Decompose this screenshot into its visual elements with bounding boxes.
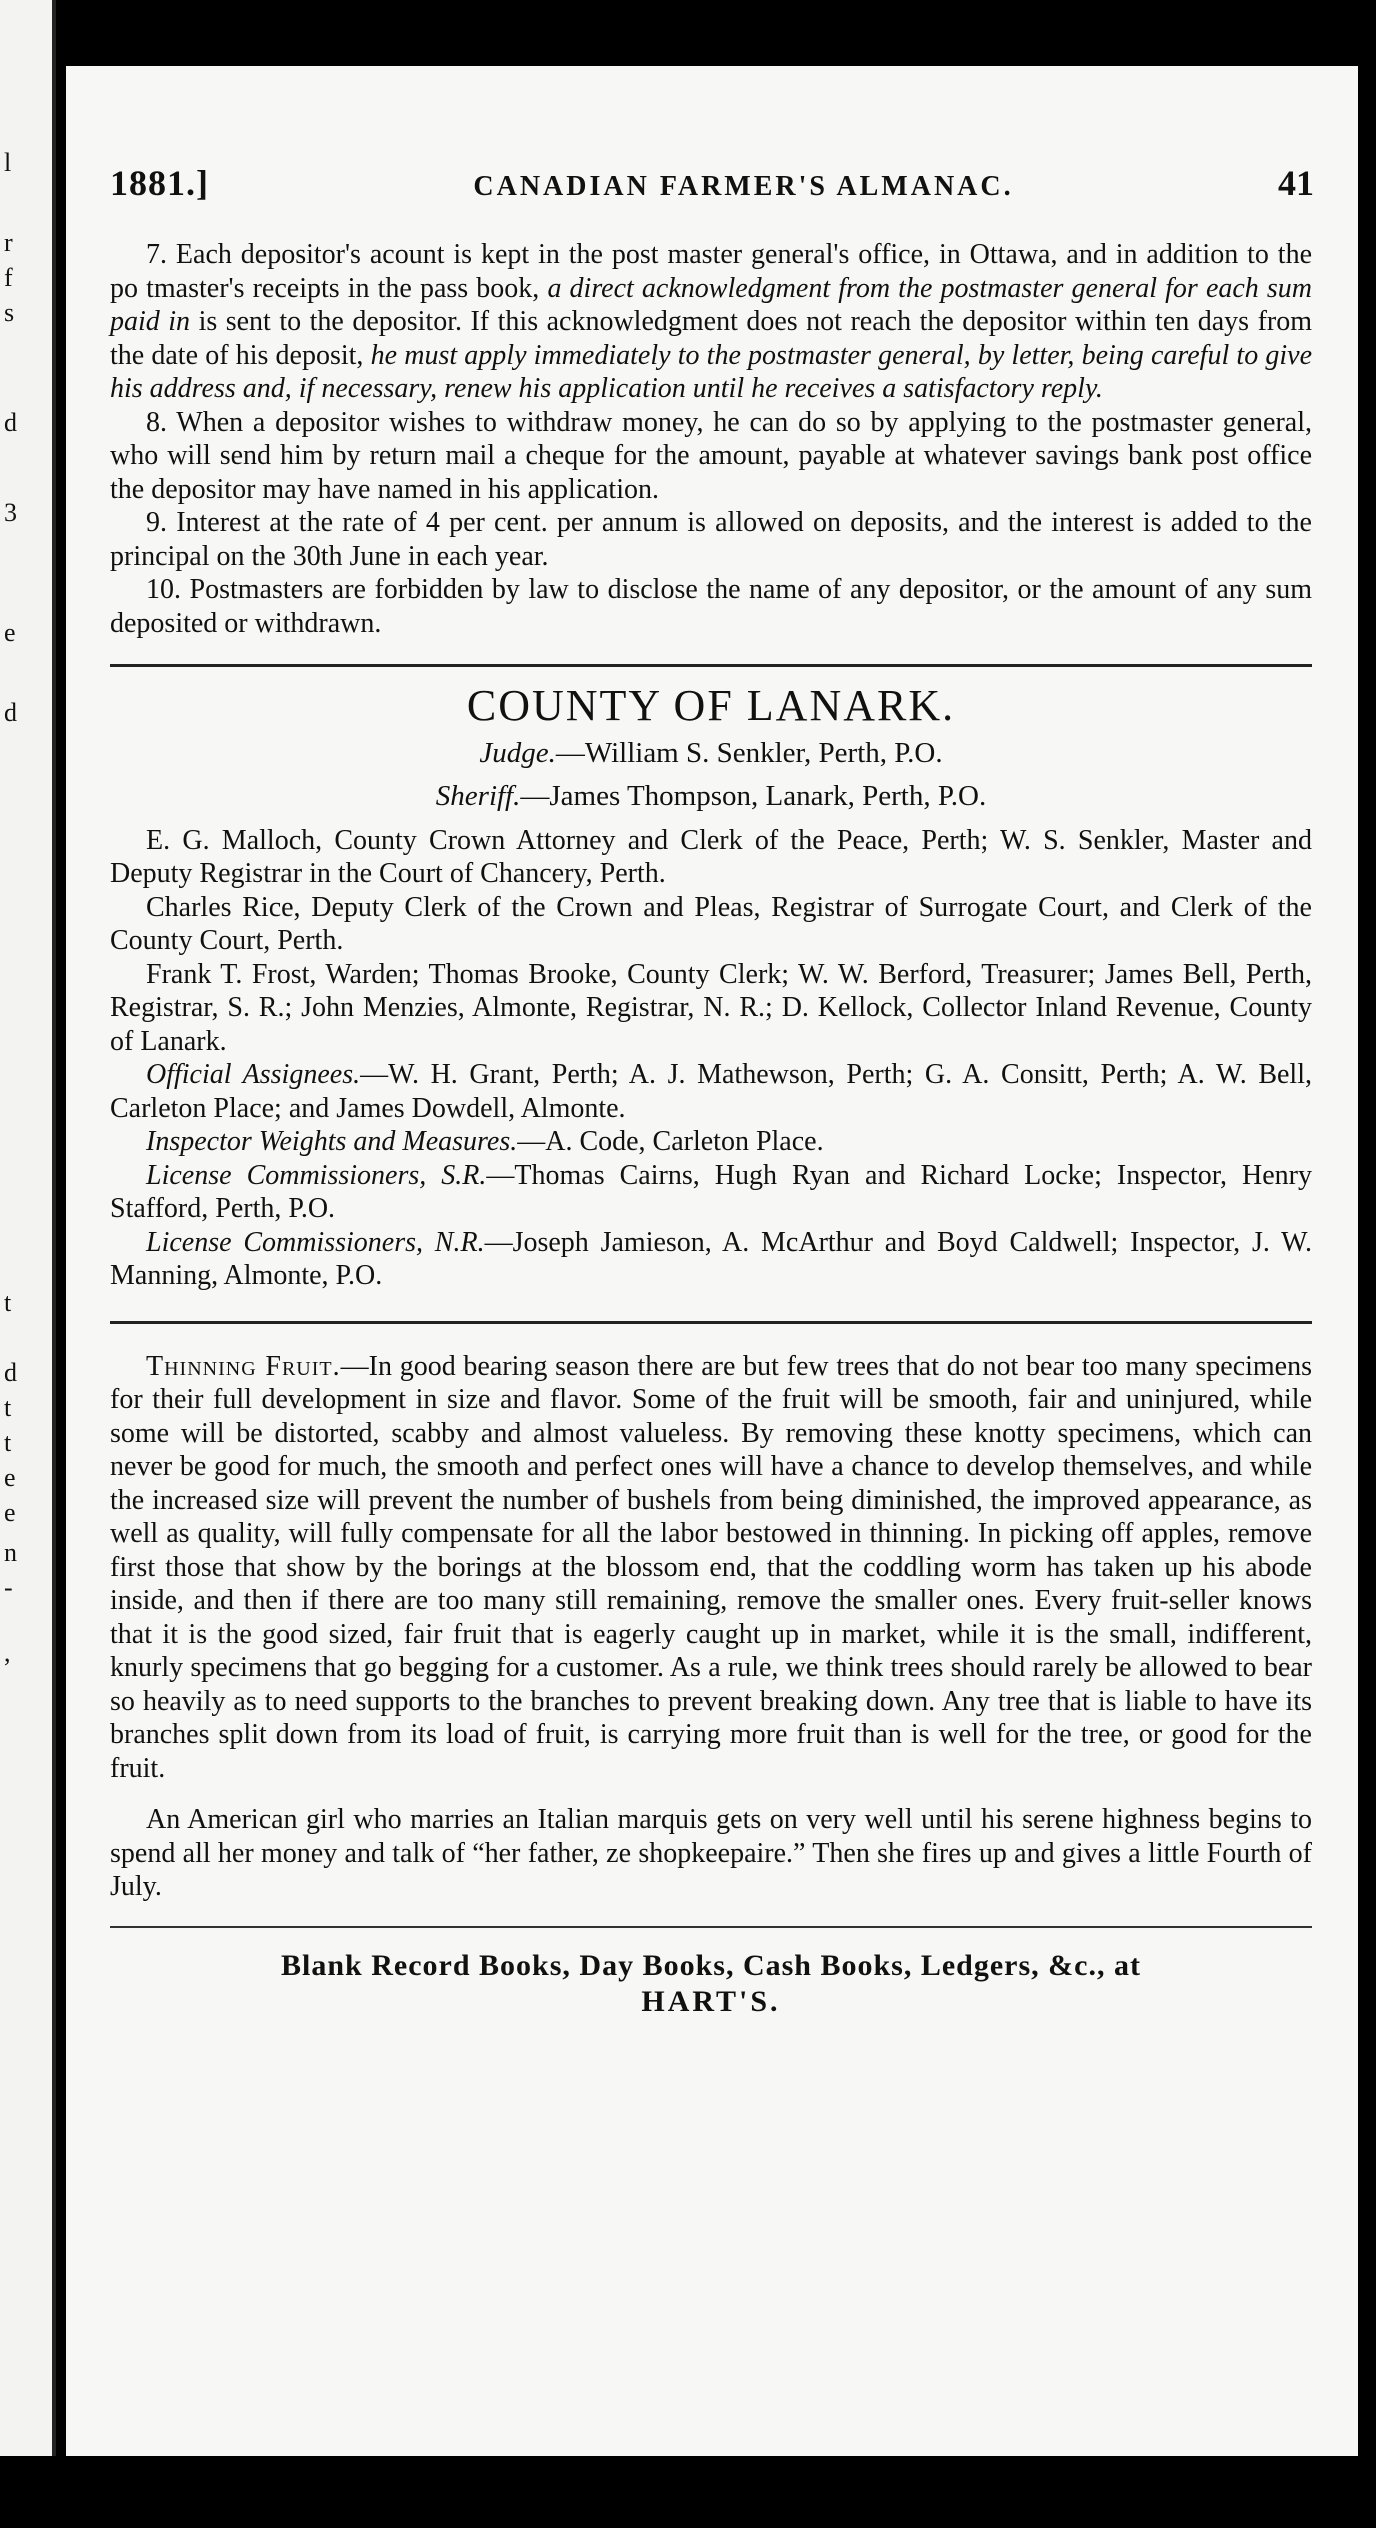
license-nr-label: License Commissioners, N.R. [146,1226,485,1258]
license-sr-value: —Thomas Cairns, Hugh Ryan and Richard Locke; Inspector, Henry Stafford, Perth, P.O. [110,1159,1312,1224]
adjacent-page-edge [0,0,56,2528]
header-year: 1881.] [110,163,209,203]
savings-paragraph-7 [110,238,1312,406]
page-body [110,238,1312,2020]
adjacent-page-fragment: f [4,263,13,292]
savings-paragraph-9: 9. Interest at the rate of 4 per cent. per annum is allowed on deposits, and the interest is added to the principal on the 30th June in each year. [110,507,1312,572]
p7-text-d: he must apply immediately to the postmaster general, by letter, being careful to give his address and, if necessary, renew his application until he receives a satisfactory reply. [110,339,1313,404]
anecdote-paragraph: An American girl who marries an Italian marquis gets on very well until his serene highness begins to spend all her money and talk of “her father, ze shopkeepaire.” Then she fires up and gives a little Fourth of July. [110,1804,1312,1902]
adjacent-page-fragment: n [4,1538,17,1567]
adjacent-page-fragment: l [4,148,12,177]
license-nr-value: —Joseph Jamieson, A. McArthur and Boyd Caldwell; Inspector, J. W. Manning, Almonte, P.O. [110,1226,1313,1291]
adjacent-page-fragment: t [4,1288,12,1317]
section-divider [110,664,1312,667]
officials-paragraph-2: Charles Rice, Deputy Clerk of the Crown and Pleas, Registrar of Surrogate Court, and Clerk of the County Court, Perth. [110,891,1312,956]
adjacent-page-fragment: d [4,698,17,727]
adjacent-page-fragment: s [4,298,15,327]
section-divider-2 [110,1321,1312,1324]
adjacent-page-fragment: e [4,1498,16,1527]
advert-line-1: Blank Record Books, Day Books, Cash Books, Ledgers, &c., at [281,1948,1141,1982]
inspector-value: —A. Code, Carleton Place. [517,1126,824,1157]
judge-label: Judge. [479,736,556,769]
sheriff-label: Sheriff. [435,780,521,812]
adjacent-page-fragment: d [4,1358,17,1387]
page-number: 41 [1278,163,1314,203]
running-header [110,162,1314,204]
assignees-label: Official Assignees. [146,1059,361,1090]
adjacent-page-fragment: - [4,1573,13,1602]
advertisement [110,1948,1312,2020]
header-title: CANADIAN FARMER'S ALMANAC. [473,171,1014,202]
thinning-heading: Thinning Fruit. [146,1350,341,1382]
assignees-paragraph [110,1058,1312,1125]
thinning-text: —In good bearing season there are but few trees that do not bear too many specimens for their full development in size and flavor. Some of the fruit will be smooth, fair and uninjured, while some will be distorted, scabby and almost valueless. By removing these knotty specimens, which can never be good for much, the smooth and perfect ones will have a chance to develop themselves, and while the increased size will prevent the number of bushels from being diminished, the improved appearance, as well as quality, will fully compensate for all the labor bestowed in thinning. In picking off apples, remove first those that show by the borings at the blossom end, that the coddling worm has taken up his abode inside, and then if there are too many still remaining, remove the smaller ones. Every fruit-seller knows that it is the good sized, fair fruit that is eagerly caught up in market, while it is the small, indifferent, knurly specimens that go begging for a customer. As a rule, we think trees should rarely be allowed to bear so heavily as to need supports to the branches to prevent breaking down. Any tree that is liable to have its branches split down from its load of fruit, is carrying more fruit than is well for the tree, or good for the fruit. [110,1350,1313,1784]
advert-shop-name: HART'S. [641,1984,781,2018]
thinning-fruit-paragraph [110,1350,1312,1786]
license-sr-label: License Commissioners, S.R. [146,1159,487,1191]
p7-text-c: is sent to the depositor. If this acknowledgment does not reach the depositor within ten days from the date of his deposit, [110,306,1312,371]
inspector-label: Inspector Weights and Measures. [146,1126,518,1157]
officials-paragraph-1: E. G. Malloch, County Crown Attorney and Clerk of the Peace, Perth; W. S. Senkler, Master and Deputy Registrar in the Court of Chancery, Perth. [110,824,1312,889]
license-sr-paragraph [110,1159,1312,1226]
section-divider-3 [110,1926,1312,1928]
inspector-paragraph [110,1125,1312,1159]
savings-paragraph-8: 8. When a depositor wishes to withdraw money, he can do so by applying to the postmaster general, who will send him by return mail a cheque for the amount, payable at whatever savings bank post office the depositor may have named in his application. [110,406,1312,505]
adjacent-page-fragment: 3 [4,498,17,527]
adjacent-page-fragment: , [4,1638,11,1667]
sheriff-line [110,780,1312,814]
adjacent-page-fragment: e [4,618,16,647]
assignees-value: —W. H. Grant, Perth; A. J. Mathewson, Perth; G. A. Consitt, Perth; A. W. Bell, Carleton Place; and James Dowdell, Almonte. [110,1059,1312,1124]
judge-line [110,737,1312,771]
license-nr-paragraph [110,1226,1312,1293]
savings-paragraph-10: 10. Postmasters are forbidden by law to disclose the name of any depositor, or the amount of any sum deposited or withdrawn. [110,574,1312,639]
p7-text-a: 7. Each depositor's acount is kept in the post master general's office, in Ottawa, and in addition to the po tmaster's receipts in the pass book, [110,239,1312,304]
officials-paragraph-3: Frank T. Frost, Warden; Thomas Brooke, County Clerk; W. W. Berford, Treasurer; James Bell, Perth, Registrar, S. R.; John Menzies, Almonte, Registrar, N. R.; D. Kellock, Collector Inland Revenue, County of Lanark. [110,958,1312,1057]
p7-text-b: a direct acknowledgment from the postmaster general for each sum paid in [110,272,1313,337]
adjacent-page-fragment: t [4,1428,12,1457]
sheriff-value: —James Thompson, Lanark, Perth, P.O. [520,780,987,812]
adjacent-page-fragment: d [4,408,17,437]
judge-value: —William S. Senkler, Perth, P.O. [555,736,943,769]
scan-bottom-edge [0,2456,1376,2528]
adjacent-page-fragment: r [4,228,13,257]
adjacent-page-fragment: e [4,1463,16,1492]
county-title: COUNTY OF LANARK. [466,681,956,730]
almanac-page [66,66,1358,2456]
adjacent-page-fragment: t [4,1393,12,1422]
